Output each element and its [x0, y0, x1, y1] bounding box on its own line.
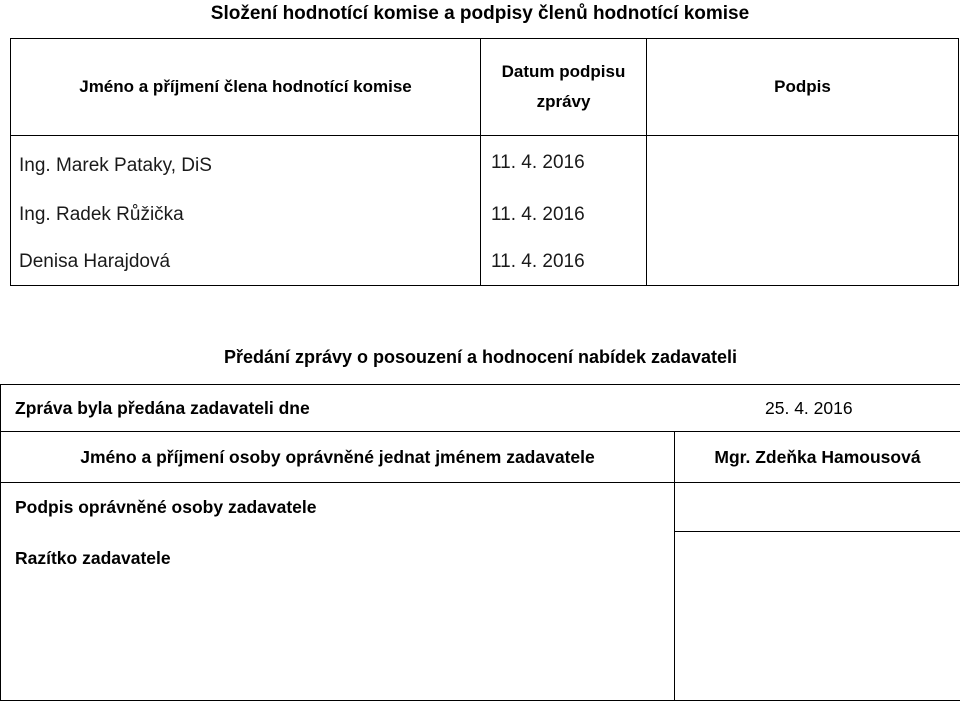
committee-table	[10, 38, 959, 286]
table-row	[11, 136, 959, 190]
handover-stamp-row	[1, 532, 960, 701]
handover-title-row	[1, 326, 960, 385]
handover-person-value: Mgr. Zdeňka Hamousová	[675, 432, 960, 483]
table-row	[11, 190, 959, 240]
handover-person-label: Jméno a příjmení osoby oprávněné jednat jménem zadavatele	[1, 432, 675, 483]
handover-date-value: 25. 4. 2016	[765, 398, 853, 419]
handover-table	[0, 326, 960, 701]
header-name: Jméno a příjmení člena hodnotící komise	[11, 39, 481, 136]
member-date: 11. 4. 2016	[481, 136, 647, 190]
handover-title: Předání zprávy o posouzení a hodnocení nabídek zadavateli	[1, 326, 960, 385]
member-date: 11. 4. 2016	[481, 190, 647, 240]
handover-stamp-label: Razítko zadavatele	[1, 532, 675, 701]
header-date-line1: Datum podpisu	[481, 57, 646, 87]
member-signature	[647, 240, 959, 286]
handover-signature-row	[1, 483, 960, 532]
member-name: Ing. Marek Pataky, DiS	[11, 136, 481, 190]
table-row	[11, 240, 959, 286]
handover-date-label: Zpráva byla předána zadavateli dne	[1, 398, 310, 418]
handover-signature-label: Podpis oprávněné osoby zadavatele	[1, 483, 675, 532]
committee-header-row	[11, 39, 959, 136]
handover-date-row	[1, 385, 960, 432]
header-date-line2: zprávy	[481, 87, 646, 117]
handover-signature-box	[675, 483, 960, 532]
member-signature	[647, 136, 959, 190]
member-name: Denisa Harajdová	[11, 240, 481, 286]
member-signature	[647, 190, 959, 240]
header-date	[481, 39, 647, 136]
member-name: Ing. Radek Růžička	[11, 190, 481, 240]
handover-date-cell	[1, 385, 960, 432]
handover-person-row	[1, 432, 960, 483]
member-date: 11. 4. 2016	[481, 240, 647, 286]
header-signature: Podpis	[647, 39, 959, 136]
page-title: Složení hodnotící komise a podpisy členů hodnotící komise	[0, 3, 960, 25]
handover-stamp-box	[675, 532, 960, 701]
